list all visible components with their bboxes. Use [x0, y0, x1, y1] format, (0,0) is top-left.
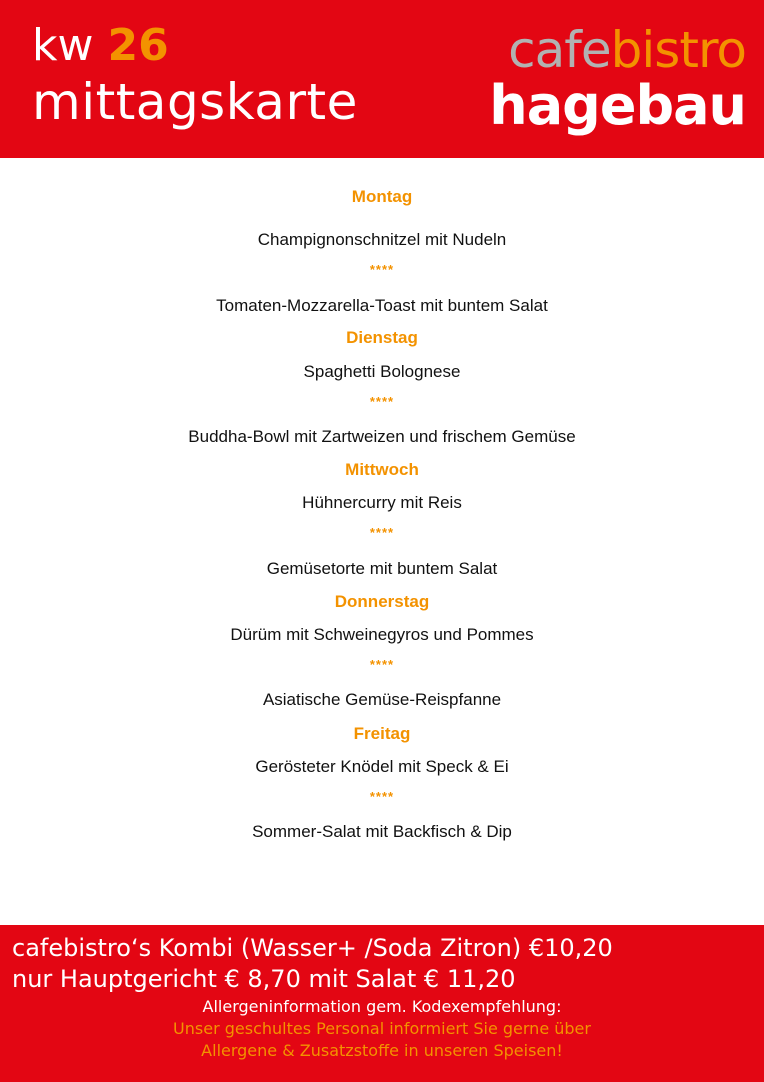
day-heading-donnerstag: Donnerstag — [334, 592, 430, 611]
footer-banner — [0, 925, 764, 1082]
kombi-offer: cafebistro‘s Kombi (Wasser+ /Soda Zitron) €10,20 — [12, 934, 613, 962]
logo-bistro: bistro — [610, 21, 746, 79]
dish-montag-1: Champignonschnitzel mit Nudeln — [257, 230, 507, 249]
logo-cafe: cafe — [508, 21, 611, 79]
week-label — [32, 18, 169, 74]
dish-dienstag-1: Spaghetti Bolognese — [303, 362, 461, 381]
separator: **** — [369, 262, 395, 277]
brand-logo — [489, 21, 746, 137]
allergen-heading: Allergeninformation gem. Kodexempfehlung: — [202, 997, 562, 1016]
day-heading-mittwoch: Mittwoch — [345, 460, 419, 479]
dish-mittwoch-1: Hühnercurry mit Reis — [302, 493, 462, 512]
price-info: nur Hauptgericht € 8,70 mit Salat € 11,20 — [12, 965, 516, 993]
allergen-note-line2: Allergene & Zusatzstoffe in unseren Speisen! — [201, 1041, 563, 1060]
week-prefix: kw — [32, 20, 94, 71]
page-title: mittagskarte — [32, 73, 358, 131]
separator: **** — [369, 657, 395, 672]
separator: **** — [369, 394, 395, 409]
dish-mittwoch-2: Gemüsetorte mit buntem Salat — [266, 559, 498, 578]
dish-donnerstag-2: Asiatische Gemüse-Reispfanne — [262, 690, 502, 709]
day-heading-dienstag: Dienstag — [346, 328, 418, 347]
header-banner — [0, 0, 764, 158]
separator: **** — [369, 525, 395, 540]
allergen-note-line1: Unser geschultes Personal informiert Sie gerne über — [173, 1019, 591, 1038]
day-heading-freitag: Freitag — [353, 724, 411, 743]
dish-freitag-2: Sommer-Salat mit Backfisch & Dip — [252, 822, 512, 841]
dish-montag-2: Tomaten-Mozzarella-Toast mit buntem Salat — [216, 296, 548, 315]
week-number: 26 — [107, 20, 169, 71]
logo-hagebau: hagebau — [489, 74, 746, 137]
dish-freitag-1: Gerösteter Knödel mit Speck & Ei — [255, 757, 509, 776]
dish-donnerstag-1: Dürüm mit Schweinegyros und Pommes — [230, 625, 534, 644]
separator: **** — [369, 789, 395, 804]
dish-dienstag-2: Buddha-Bowl mit Zartweizen und frischem Gemüse — [188, 427, 576, 446]
day-heading-montag: Montag — [351, 187, 413, 206]
